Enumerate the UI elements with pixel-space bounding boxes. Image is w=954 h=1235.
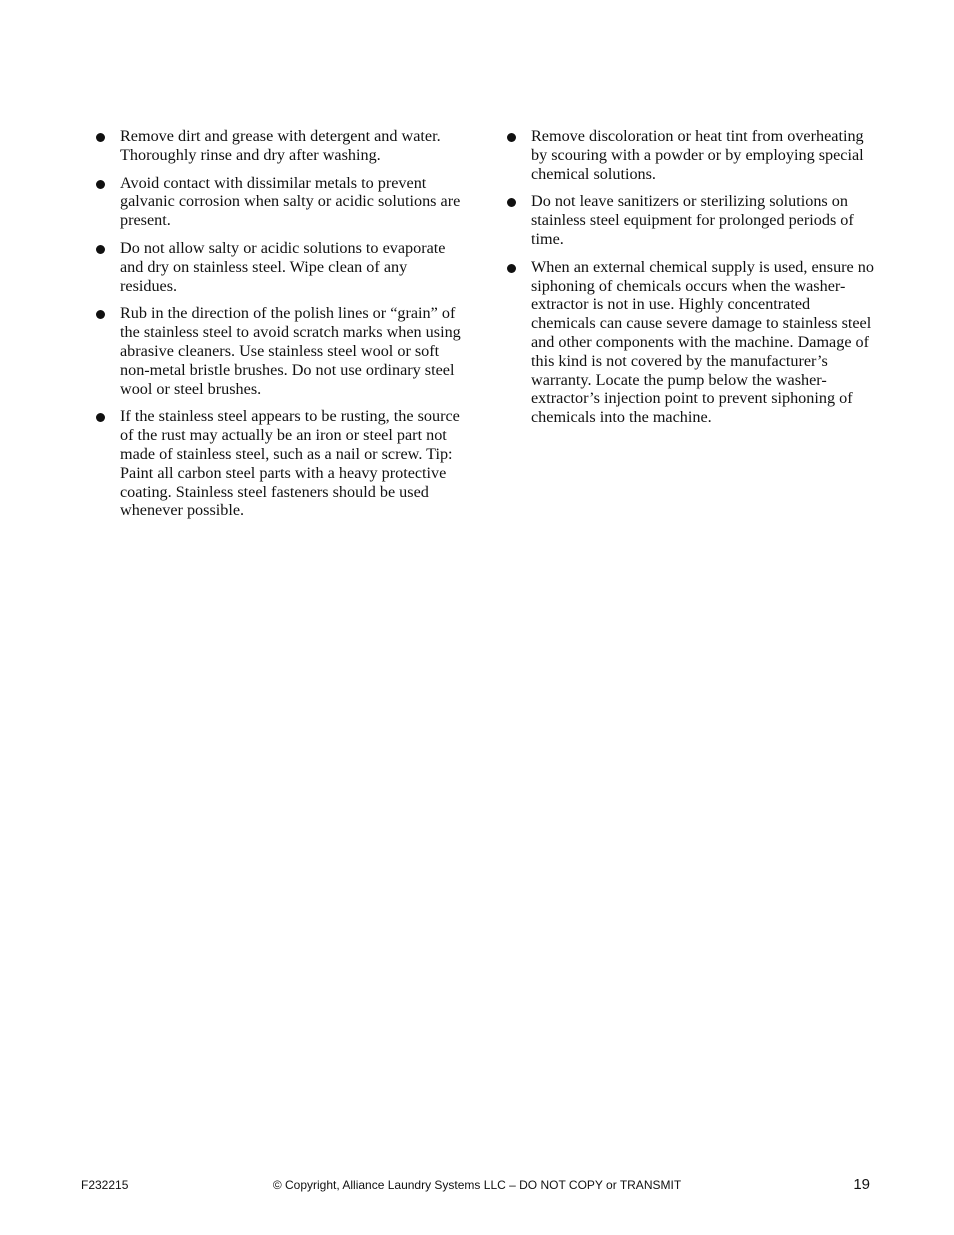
list-item-text: Remove discoloration or heat tint from overheating by scouring with a powder or by employing special chemical solutions. bbox=[531, 127, 864, 183]
left-bullet-list bbox=[92, 127, 462, 529]
bullet-icon bbox=[507, 133, 516, 142]
list-item bbox=[92, 407, 462, 520]
list-item-text: Do not allow salty or acidic solutions to evaporate and dry on stainless steel. Wipe clean of any residues. bbox=[120, 238, 446, 295]
footer-document-code: F232215 bbox=[81, 1178, 129, 1192]
list-item bbox=[92, 239, 462, 295]
bullet-icon bbox=[96, 310, 105, 319]
footer-page-number: 19 bbox=[853, 1176, 870, 1193]
bullet-icon bbox=[96, 180, 105, 189]
list-item bbox=[503, 127, 875, 183]
bullet-icon bbox=[96, 133, 105, 142]
list-item-text: If the stainless steel appears to be rusting, the source of the rust may actually be an iron or steel part not made of stainless steel, such as a nail or screw. Tip: Paint all carbon steel parts with a heavy protective coating. Stainless steel fasteners should be used whenever possible. bbox=[120, 407, 460, 520]
list-item-text: Remove dirt and grease with detergent and water. Thoroughly rinse and dry after washing. bbox=[120, 127, 441, 164]
bullet-icon bbox=[507, 264, 516, 273]
list-item bbox=[92, 127, 462, 165]
bullet-icon bbox=[96, 413, 105, 422]
right-bullet-list bbox=[503, 127, 875, 436]
list-item-text: Do not leave sanitizers or sterilizing solutions on stainless steel equipment for prolonged periods of time. bbox=[531, 192, 854, 248]
list-item bbox=[92, 304, 462, 398]
footer-copyright: © Copyright, Alliance Laundry Systems LLC – DO NOT COPY or TRANSMIT bbox=[272, 1178, 682, 1192]
list-item bbox=[503, 258, 875, 427]
bullet-icon bbox=[507, 198, 516, 207]
list-item bbox=[92, 174, 462, 230]
list-item bbox=[503, 192, 875, 248]
bullet-icon bbox=[96, 245, 105, 254]
list-item-text: Rub in the direction of the polish lines or “grain” of the stainless steel to avoid scratch marks when using abrasive cleaners. Use stainless steel wool or soft non-metal bristle brushes. Do not use ordinary steel wool or steel brushes. bbox=[120, 304, 461, 398]
list-item-text: When an external chemical supply is used, ensure no siphoning of chemicals occurs when the washer-extractor is not in use. Highly concentrated chemicals can cause severe damage to stainless steel and other components with the machine. Damage of this kind is not covered by the manufacturer’s warranty. Locate the pump below the washer-extractor’s injection point to prevent siphoning of chemicals into the machine. bbox=[531, 257, 874, 427]
list-item-text: Avoid contact with dissimilar metals to prevent galvanic corrosion when salty or acidic solutions are present. bbox=[120, 173, 461, 230]
